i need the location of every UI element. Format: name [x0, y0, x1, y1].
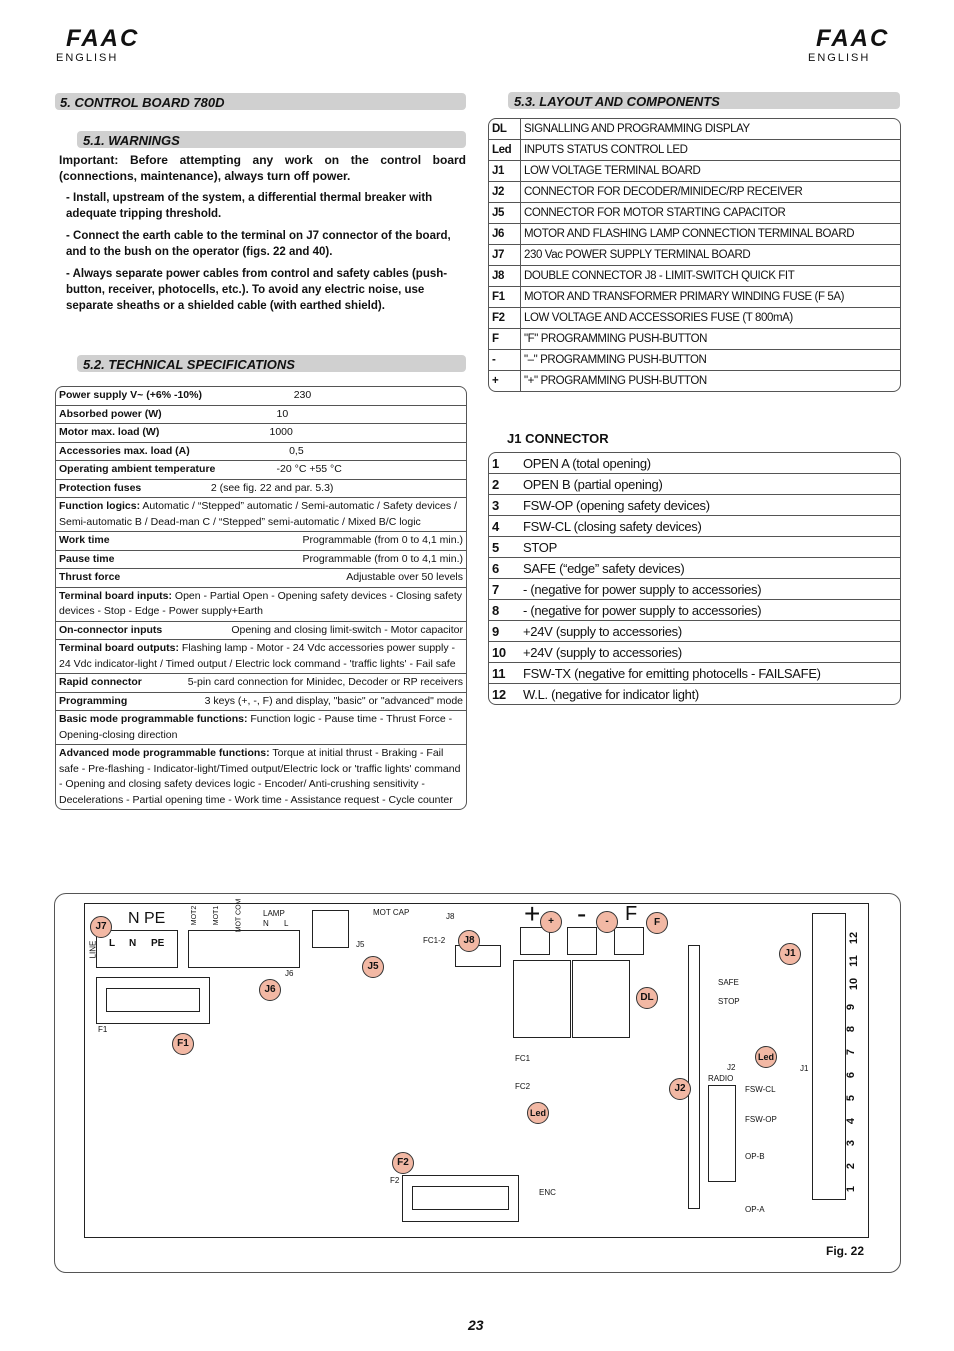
spec-value: 10 — [276, 407, 289, 420]
component-row — [489, 329, 900, 350]
tag-j1: J1 — [779, 943, 801, 965]
language-label-left: ENGLISH — [56, 52, 119, 64]
row-description: 230 Vac POWER SUPPLY TERMINAL BOARD — [521, 245, 901, 266]
row-code: J7 — [489, 245, 521, 266]
j1-pin-row — [489, 516, 900, 537]
row-description: "–" PROGRAMMING PUSH-BUTTON — [521, 350, 901, 371]
spec-value: 1000 — [269, 426, 293, 438]
spec-row — [56, 532, 466, 551]
motcap-label: MOT CAP — [373, 908, 410, 917]
row-description: SIGNALLING AND PROGRAMMING DISPLAY — [521, 119, 901, 140]
big-f-label: F — [625, 903, 638, 925]
f2-fuse-body — [412, 1186, 509, 1210]
row-code: 6 — [489, 558, 520, 579]
j1-pin-row — [489, 579, 900, 600]
j1-pin-number: 2 — [845, 1163, 858, 1170]
mot2-label: MOT2 — [191, 905, 199, 926]
j1-pin-number: 11 — [847, 955, 860, 967]
row-description: "F" PROGRAMMING PUSH-BUTTON — [521, 329, 901, 350]
spec-key: Thrust force — [59, 571, 121, 583]
faac-logo-right: FAAC — [816, 25, 890, 52]
component-row — [489, 203, 900, 224]
j1-pin-row — [489, 474, 900, 495]
j1-pin-row — [489, 558, 900, 579]
row-description: W.L. (negative for indicator light) — [523, 686, 699, 702]
spec-row — [56, 461, 466, 480]
fswcl-led-label: FSW-CL — [745, 1085, 776, 1094]
component-row — [489, 266, 900, 287]
j2-label: J2 — [727, 1063, 736, 1072]
component-row — [489, 224, 900, 245]
spec-value: Adjustable over 50 levels — [346, 571, 463, 583]
lamp-n-label: N — [263, 919, 269, 928]
row-description: MOTOR AND FLASHING LAMP CONNECTION TERMINAL BOARD — [521, 224, 901, 245]
j1-pin-number: 9 — [845, 1003, 858, 1010]
row-description: MOTOR AND TRANSFORMER PRIMARY WINDING FUSE (F 5A) — [521, 287, 901, 308]
layout-components-table — [488, 118, 901, 392]
row-description: - (negative for power supply to accessories) — [520, 579, 900, 600]
important-warning: Important: Before attempting any work on the control board (connections, maintenance), always turn off power. — [59, 153, 466, 183]
row-code: F — [489, 329, 521, 350]
spec-key: Terminal board outputs: — [59, 642, 179, 654]
j1-pin-row — [489, 495, 900, 516]
spec-key: Pause time — [59, 552, 115, 565]
j1-pin-row — [489, 642, 900, 663]
row-description: FSW-OP (opening safety devices) — [520, 495, 900, 516]
tag-f: F — [646, 912, 668, 934]
j1-connector-heading: J1 CONNECTOR — [507, 431, 609, 446]
spec-value: Programmable (from 0 to 4,1 min.) — [302, 552, 463, 565]
f2-label: F2 — [390, 1176, 400, 1185]
row-code: J1 — [489, 161, 521, 182]
spec-key: Protection fuses — [59, 481, 142, 494]
l-label: L — [109, 938, 116, 949]
line-label: LINE — [88, 940, 98, 959]
row-code: 7 — [489, 579, 520, 600]
j1-pin-number: 4 — [845, 1117, 858, 1124]
component-row — [489, 287, 900, 308]
spec-key: Work time — [59, 534, 110, 546]
j1-pin-row — [489, 537, 900, 558]
spec-value: Flashing lamp - Motor - 24 Vdc accessories power supply - 24 Vdc indicator-light / Timed output / Electric lock command - 'traffic lights' - Fail safe — [59, 642, 456, 670]
j1-pin-number: 5 — [845, 1094, 858, 1101]
spec-row — [56, 621, 466, 640]
row-description: LOW VOLTAGE AND ACCESSORIES FUSE (T 800mA) — [521, 308, 901, 329]
spec-value: Torque at initial thrust - Braking - Fail safe - Pre-flashing - Indicator-light/Timed output/Electric lock or 'traffic lights' command - Opening and closing safety devices logic - Encoder/ Anti-crushing sensitivity - Decelerations - Partial opening time - Work time - Assistance request - Cycle counter — [59, 747, 461, 806]
component-row — [489, 161, 900, 182]
row-description: CONNECTOR FOR DECODER/MINIDEC/RP RECEIVER — [521, 182, 901, 203]
spec-value: Automatic / “Stepped” automatic / Semi-automatic / Safety devices / Semi-automatic B / Dead-man C / “Stepped” semi-automatic / Mixed B/C logic — [59, 500, 457, 528]
row-code: 11 — [489, 663, 520, 684]
spec-row — [56, 569, 466, 588]
row-description: "+" PROGRAMMING PUSH-BUTTON — [524, 375, 707, 387]
j6-label: J6 — [285, 969, 294, 978]
component-row — [489, 350, 900, 371]
tag-j7: J7 — [90, 916, 112, 938]
motcom-label: MOT COM — [235, 898, 243, 933]
section-5-1-heading: 5.1. WARNINGS — [77, 131, 466, 148]
spec-value: 0,5 — [289, 444, 304, 457]
section-5-2-heading: 5.2. TECHNICAL SPECIFICATIONS — [77, 355, 466, 372]
component-row — [489, 140, 900, 161]
spec-row — [56, 387, 466, 406]
j1-terminal-block — [812, 913, 846, 1200]
display-digit-2 — [572, 960, 630, 1038]
spec-row — [56, 640, 466, 674]
spec-row — [56, 480, 466, 499]
row-description: CONNECTOR FOR MOTOR STARTING CAPACITOR — [521, 203, 901, 224]
tag-j8: J8 — [458, 930, 480, 952]
row-code: 4 — [489, 516, 520, 537]
tag-dl: DL — [636, 987, 658, 1009]
tag-f2: F2 — [392, 1152, 414, 1174]
stop-led-label: STOP — [718, 997, 740, 1006]
row-description: FSW-TX (negative for emitting photocells - FAILSAFE) — [520, 663, 900, 684]
technical-specifications-table — [55, 386, 467, 810]
f1-label: F1 — [98, 1025, 108, 1034]
warning-bullet-1: - Install, upstream of the system, a differential thermal breaker with adequate tripping threshold. — [66, 192, 433, 220]
row-code: - — [489, 350, 521, 371]
spec-row — [56, 711, 466, 745]
row-description: FSW-CL (closing safety devices) — [520, 516, 900, 537]
page-number: 23 — [468, 1317, 484, 1333]
j8-label: J8 — [446, 912, 455, 921]
row-code: DL — [489, 119, 521, 140]
lamp-label: LAMP — [263, 909, 285, 918]
figure-caption: Fig. 22 — [826, 1244, 865, 1258]
opb-led-label: OP-B — [745, 1152, 765, 1161]
row-code: J2 — [489, 182, 521, 203]
row-code: 12 — [492, 686, 506, 702]
enc-led-label: ENC — [539, 1188, 556, 1197]
spec-value: 3 keys (+, -, F) and display, "basic" or "advanced" mode — [204, 694, 463, 707]
row-code: 1 — [489, 453, 520, 474]
fswop-led-label: FSW-OP — [745, 1115, 777, 1124]
row-description: - (negative for power supply to accessories) — [520, 600, 900, 621]
f1-fuse-body — [106, 988, 200, 1012]
row-description: STOP — [520, 537, 900, 558]
j2-board-slot — [688, 945, 700, 1209]
spec-row — [56, 745, 466, 810]
pe-label: PE — [151, 938, 165, 949]
spec-row — [56, 406, 466, 425]
warning-bullet-2: - Connect the earth cable to the terminal on J7 connector of the board, and to the bush on the operator (figs. 22 and 40). — [66, 230, 451, 258]
j1-pin-row — [489, 621, 900, 642]
j1-pin-row — [489, 684, 900, 705]
spec-key: Advanced mode programmable functions: — [59, 747, 270, 759]
spec-key: Function logics: — [59, 500, 141, 512]
spec-key: On-connector inputs — [59, 623, 163, 636]
fc12-label: FC1-2 — [423, 936, 446, 945]
component-row — [489, 119, 900, 140]
row-code: + — [489, 371, 521, 392]
mot1-label: MOT1 — [213, 905, 221, 926]
j1-pin-number: 8 — [845, 1026, 858, 1033]
j7-terminal — [96, 930, 178, 968]
row-code: J5 — [489, 203, 521, 224]
j1-pin-number: 1 — [845, 1185, 858, 1193]
row-code: 2 — [489, 474, 520, 495]
row-description: +24V (supply to accessories) — [520, 642, 900, 663]
spec-value: Programmable (from 0 to 4,1 min.) — [302, 534, 463, 546]
tag-f1: F1 — [172, 1033, 194, 1055]
section-5-heading: 5. CONTROL BOARD 780D — [55, 93, 466, 110]
tag-j2: J2 — [669, 1078, 691, 1100]
lamp-l-label: L — [284, 919, 289, 928]
spec-value: Function logic - Pause time - Thrust Force - Opening-closing direction — [59, 713, 453, 741]
row-description: OPEN B (partial opening) — [520, 474, 900, 495]
spec-value: 5-pin card connection for Minidec, Decoder or RP receivers — [187, 676, 463, 688]
display-digit-1 — [513, 960, 571, 1038]
spec-key: Rapid connector — [59, 676, 142, 688]
spec-key: Basic mode programmable functions: — [59, 713, 248, 725]
big-plus-label: + — [524, 898, 541, 929]
tag-led-right: Led — [755, 1046, 777, 1068]
spec-row — [56, 588, 466, 622]
row-code: 8 — [489, 600, 520, 621]
spec-row — [56, 443, 466, 462]
spec-key: Programming — [59, 694, 128, 707]
row-description: INPUTS STATUS CONTROL LED — [521, 140, 901, 161]
spec-value: Open - Partial Open - Opening safety devices - Closing safety devices - Stop - Edge - Power supply+Earth — [59, 589, 463, 617]
tag-plus: + — [540, 911, 562, 933]
j1-pin-row — [489, 663, 900, 684]
j1-pin-number: 3 — [845, 1140, 858, 1147]
faac-logo-left: FAAC — [66, 25, 140, 52]
j1-pin-number: 12 — [848, 932, 861, 945]
spec-value: -20 °C +55 °C — [276, 463, 342, 475]
fc2-led-label: FC2 — [515, 1082, 531, 1091]
spec-row — [56, 693, 466, 712]
row-code: F1 — [489, 287, 521, 308]
row-description: OPEN A (total opening) — [520, 453, 900, 474]
spec-row — [56, 551, 466, 570]
row-code: 3 — [489, 495, 520, 516]
minus-button — [567, 927, 597, 955]
spec-value: Opening and closing limit-switch - Motor capacitor — [231, 623, 463, 636]
spec-row — [56, 674, 466, 693]
warning-bullet-3: - Always separate power cables from control and safety cables (push-button, receiver, photocells, etc.). To avoid any electric noise, use separate sheaths or a shielded cable (with earthed shield). — [66, 268, 448, 312]
j5-connector — [312, 910, 349, 948]
n-label: N — [129, 938, 137, 949]
spec-row — [56, 498, 466, 532]
radio-label: RADIO — [708, 1074, 734, 1083]
row-code: 5 — [489, 537, 520, 558]
row-code: 10 — [489, 642, 520, 663]
component-row — [489, 182, 900, 203]
spec-key: Accessories max. load (A) — [59, 444, 190, 457]
row-code: J8 — [489, 266, 521, 287]
tag-j6: J6 — [259, 979, 281, 1001]
component-row — [489, 245, 900, 266]
row-description: SAFE (“edge” safety devices) — [520, 558, 900, 579]
j1-pin-number: 10 — [848, 977, 861, 990]
opa-led-label: OP-A — [745, 1205, 765, 1214]
language-label-right: ENGLISH — [808, 52, 871, 64]
f-button — [614, 927, 644, 955]
spec-row — [56, 424, 466, 443]
row-description: +24V (supply to accessories) — [520, 621, 900, 642]
spec-key: Terminal board inputs: — [59, 589, 172, 602]
spec-value: 230 — [293, 389, 312, 401]
row-code: J6 — [489, 224, 521, 245]
j1-pin-row — [489, 600, 900, 621]
j1-pin-numbers — [845, 918, 864, 1193]
row-description: DOUBLE CONNECTOR J8 - LIMIT-SWITCH QUICK FIT — [521, 266, 901, 287]
j1-pin-number: 6 — [845, 1071, 858, 1079]
row-code: 9 — [489, 621, 520, 642]
safe-led-label: SAFE — [718, 978, 739, 987]
j1-pin-number: 7 — [845, 1049, 858, 1056]
fc1-led-label: FC1 — [515, 1054, 531, 1063]
spec-key: Absorbed power (W) — [59, 407, 162, 420]
row-code: F2 — [489, 308, 521, 329]
spec-key: Power supply V~ (+6% -10%) — [59, 389, 202, 401]
tag-minus: - — [596, 911, 618, 933]
row-code: Led — [489, 140, 521, 161]
j1-connector-table — [488, 452, 901, 705]
j1-pin-row — [489, 453, 900, 474]
n-pe-label: N PE — [128, 910, 166, 927]
j5-label: J5 — [356, 940, 365, 949]
j1-small-label: J1 — [800, 1064, 809, 1073]
component-row — [489, 308, 900, 329]
j6-terminal — [188, 930, 300, 968]
tag-j5: J5 — [362, 956, 384, 978]
spec-key: Operating ambient temperature — [59, 463, 216, 475]
row-description: LOW VOLTAGE TERMINAL BOARD — [521, 161, 901, 182]
spec-value: 2 (see fig. 22 and par. 5.3) — [210, 481, 334, 494]
component-row — [489, 371, 900, 392]
section-5-3-heading: 5.3. LAYOUT AND COMPONENTS — [508, 92, 900, 109]
big-minus-label: - — [577, 898, 587, 929]
tag-led-left: Led — [527, 1102, 549, 1124]
j2-connector — [708, 1085, 736, 1182]
spec-key: Motor max. load (W) — [59, 426, 160, 438]
